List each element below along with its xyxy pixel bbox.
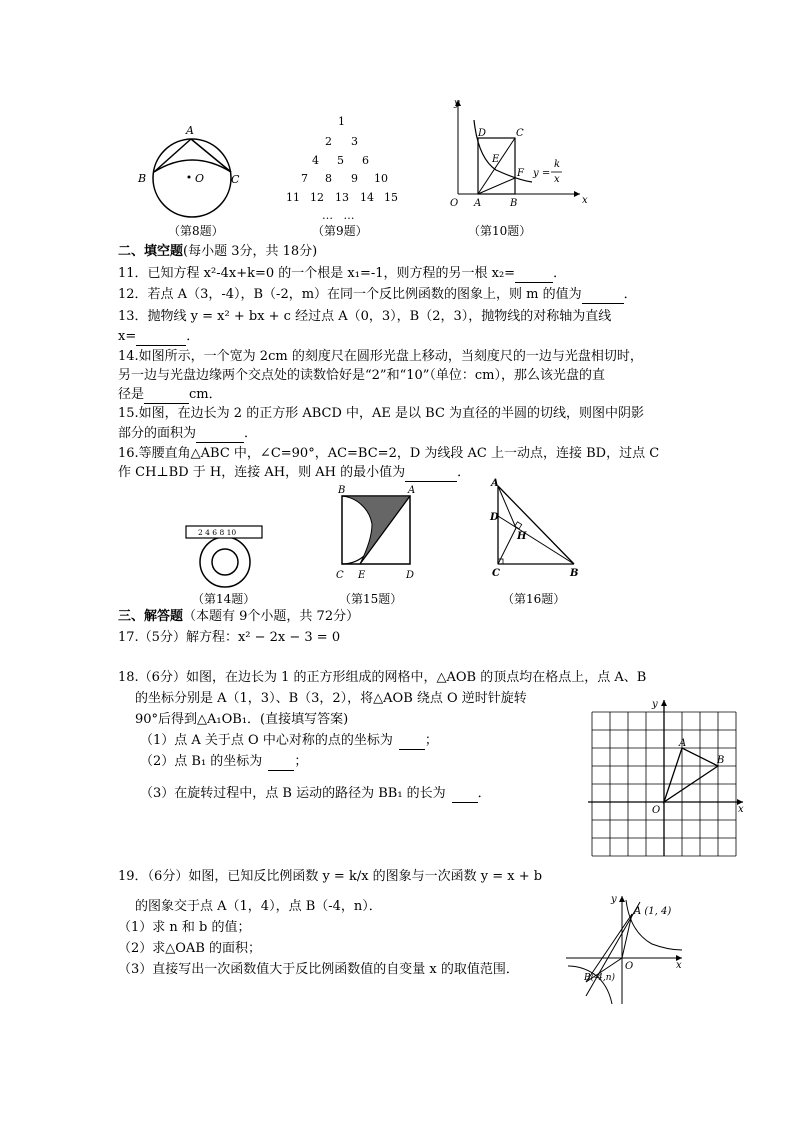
label-e: E: [358, 570, 366, 581]
label-e: E: [492, 154, 500, 165]
figure-16: [488, 478, 583, 583]
label-x: x: [582, 195, 588, 206]
q11-blank[interactable]: [515, 269, 553, 283]
label-a: A: [408, 485, 416, 496]
q12-text: 12．若点 A（3，-4），B（-2，m）在同一个反比例函数的图象上，则 m 的值为: [118, 287, 582, 302]
figure-19-drawing: [564, 892, 690, 1008]
question-15-line-2: [118, 425, 257, 443]
q11-text: 11．已知方程 x²-4x+k=0 的一个根是 x₁=-1，则方程的另一根 x₂=: [118, 266, 516, 281]
caption-fig15: （第15题）: [339, 592, 403, 606]
figure-19: [564, 892, 690, 1008]
label-o: O: [450, 198, 459, 209]
row-4-num-3: 9: [351, 172, 358, 185]
label-o: O: [625, 961, 634, 972]
label-y: y: [652, 699, 658, 710]
label-b: B: [570, 568, 579, 579]
figure-18-drawing: [588, 696, 748, 858]
q12-end: ．: [623, 287, 637, 302]
q16-text-a: 16.等腰直角△ABC 中，∠C=90°，AC=BC=2，D 为线段 AC 上一动点，连接 BD，过点 C: [118, 446, 660, 461]
q15-text-a: 15.如图，在边长为 2 的正方形 ABCD 中，AE 是以 BC 为直径的半圆的切线，则图中阴影: [118, 406, 645, 421]
question-17: [118, 629, 340, 647]
figure-8-drawing: [138, 120, 248, 230]
caption-fig10: （第10题）: [468, 224, 532, 238]
q17-text: 17.（5分）解方程：x² − 2x − 3 = 0: [118, 630, 341, 645]
question-18-line-3: [135, 711, 348, 729]
row-2-num-2: 3: [351, 135, 358, 148]
label-c: C: [231, 173, 240, 186]
figure-15-drawing: [334, 484, 424, 584]
q13-end: ．: [186, 329, 200, 344]
label-h: H: [517, 531, 527, 542]
row-4-num-4: 10: [374, 172, 388, 185]
figure-18: [588, 696, 748, 858]
q18-3-text: （3）在旋转过程中，点 B 运动的路径为 BB₁ 的长为: [140, 786, 446, 801]
fn-k: k: [554, 159, 561, 170]
section-3-heading: [118, 608, 359, 626]
label-y: y: [454, 98, 460, 109]
label-c: C: [336, 570, 344, 581]
caption-fig9: （第9题）: [312, 224, 368, 238]
section-2-heading: [118, 243, 317, 261]
question-19-line-1: [118, 868, 542, 886]
question-14-line-3: [118, 386, 222, 404]
q18-2-text: （2）点 B₁ 的坐标为: [140, 754, 263, 769]
q14-end: cm．: [189, 387, 222, 402]
question-18-part-1: [140, 732, 438, 750]
q18-1-text: （1）点 A 关于点 O 中心对称的点的坐标为: [140, 733, 393, 748]
q18-1-blank[interactable]: [399, 736, 425, 750]
label-x: x: [676, 960, 682, 971]
label-y: y: [611, 894, 617, 905]
label-b: B: [338, 485, 346, 496]
q18-text-c: 90°后得到△A₁OB₁．(直接填写答案): [135, 712, 349, 727]
q18-2-blank[interactable]: [268, 757, 294, 771]
fn-x: x: [554, 174, 560, 185]
label-a: A: [679, 738, 687, 749]
caption-fig8: （第8题）: [168, 224, 224, 238]
row-5-num-1: 11: [286, 191, 300, 204]
q18-text-a: 18.（6分）如图，在边长为 1 的正方形组成的网格中，△AOB 的顶点均在格点上，点 A、B: [118, 670, 647, 685]
row-3-num-1: 4: [312, 154, 319, 167]
q18-2-end: ；: [294, 754, 308, 769]
q19-text-b: 的图象交于点 A（1，4），点 B（-4，n）．: [135, 899, 382, 914]
label-o: O: [652, 805, 661, 816]
q16-blank[interactable]: [405, 468, 457, 482]
q14-text-c: 径是: [118, 387, 145, 402]
q18-3-end: ．: [477, 786, 491, 801]
figure-14-drawing: [180, 522, 270, 592]
q15-blank[interactable]: [196, 429, 244, 443]
label-d: D: [478, 128, 487, 139]
ellipsis: … …: [322, 209, 355, 222]
row-2-num-1: 2: [325, 135, 332, 148]
question-15-line-1: [118, 405, 644, 423]
row-5-num-3: 13: [335, 191, 349, 204]
q14-text-a: 14.如图所示，一个宽为 2cm 的刻度尺在圆形光盘上移动，当刻度尺的一边与光盘相切时，: [118, 349, 643, 364]
q15-text-b: 部分的面积为: [118, 426, 197, 441]
label-b: B(-4,n): [584, 973, 616, 983]
row-5-num-4: 14: [360, 191, 374, 204]
figure-8: [138, 120, 248, 230]
figure-10-drawing: [440, 98, 590, 218]
section-2-title: 二、填空题: [118, 244, 184, 259]
question-19-part-3: [118, 961, 519, 979]
q15-end: ．: [244, 426, 258, 441]
label-a: A: [186, 124, 194, 137]
row-3-num-3: 6: [362, 154, 369, 167]
q13-blank[interactable]: [136, 332, 186, 346]
figure-16-drawing: [488, 478, 583, 583]
figure-15: [334, 484, 424, 584]
question-14-line-2: [118, 367, 605, 385]
caption-fig14: （第14题）: [192, 592, 256, 606]
question-13-line-1: [118, 308, 611, 326]
section-2-note: (每小题 3分，共 18分): [183, 244, 318, 259]
q19-text-a: 19．（6分）如图，已知反比例函数 y = k/x 的图象与一次函数 y = x + b: [118, 869, 543, 884]
label-c: C: [516, 128, 524, 139]
label-a: A: [474, 198, 482, 209]
figure-10: [440, 98, 590, 218]
q16-end: ．: [457, 465, 471, 480]
label-d: D: [490, 512, 499, 523]
question-18-line-2: [135, 690, 527, 708]
q14-blank[interactable]: [144, 390, 189, 404]
label-a: A (1, 4): [634, 906, 672, 917]
q19-2-text: （2）求△OAB 的面积；: [118, 941, 262, 956]
question-19-part-2: [118, 940, 261, 958]
row-1-num-1: 1: [338, 115, 345, 128]
label-b: B: [138, 172, 147, 185]
question-13-line-2: [118, 328, 199, 346]
q19-1-text: （1）求 n 和 b 的值；: [118, 920, 251, 935]
q13-text: 13．抛物线 y = x² + bx + c 经过点 A（0，3），B（2，3），抛物线的对称轴为直线: [118, 309, 612, 324]
question-14-line-1: [118, 348, 643, 366]
question-11: [118, 265, 566, 283]
label-b: B: [717, 755, 725, 766]
row-5-num-2: 12: [310, 191, 324, 204]
row-5-num-5: 15: [384, 191, 398, 204]
q12-blank[interactable]: [582, 290, 624, 304]
row-3-num-2: 5: [337, 154, 344, 167]
q14-text-b: 另一边与光盘边缘两个交点处的读数恰好是“2”和“10”（单位：cm），那么该光盘的直: [118, 368, 606, 383]
q19-3-text: （3）直接写出一次函数值大于反比例函数值的自变量 x 的取值范围．: [118, 962, 519, 977]
figure-14: [180, 522, 270, 592]
section-3-note: （本题有 9个小题，共 72分）: [183, 609, 360, 624]
caption-fig16: （第16题）: [502, 592, 566, 606]
question-19-part-1: [118, 919, 251, 937]
q16-text-b: 作 CH⊥BD 于 H，连接 AH，则 AH 的最小值为: [118, 465, 406, 480]
label-c: C: [492, 568, 500, 579]
q18-text-b: 的坐标分别是 A（1，3）、B（3，2），将△AOB 绕点 O 逆时针旋转: [135, 691, 527, 706]
fn-y: y =: [533, 168, 551, 179]
q18-3-blank[interactable]: [452, 789, 478, 803]
q11-end: ．: [553, 266, 567, 281]
row-4-num-1: 7: [301, 172, 308, 185]
question-19-line-2: [135, 898, 382, 916]
ruler-text: 2 4 6 8 10: [198, 528, 237, 537]
q13-x: x=: [118, 329, 137, 344]
question-12: [118, 286, 637, 304]
label-f: F: [517, 168, 524, 179]
q18-1-end: ；: [424, 733, 438, 748]
question-18-part-2: [140, 753, 307, 771]
label-b: B: [510, 198, 518, 209]
question-16-line-1: [118, 445, 659, 463]
label-o: O: [195, 172, 205, 185]
section-3-title: 三、解答题: [118, 609, 184, 624]
label-a: A: [491, 478, 499, 489]
row-4-num-2: 8: [325, 172, 332, 185]
question-18-part-3: [140, 785, 491, 803]
label-d: D: [406, 570, 415, 581]
question-16-line-2: [118, 464, 470, 482]
label-x: x: [738, 804, 744, 815]
question-18-line-1: [118, 669, 646, 687]
